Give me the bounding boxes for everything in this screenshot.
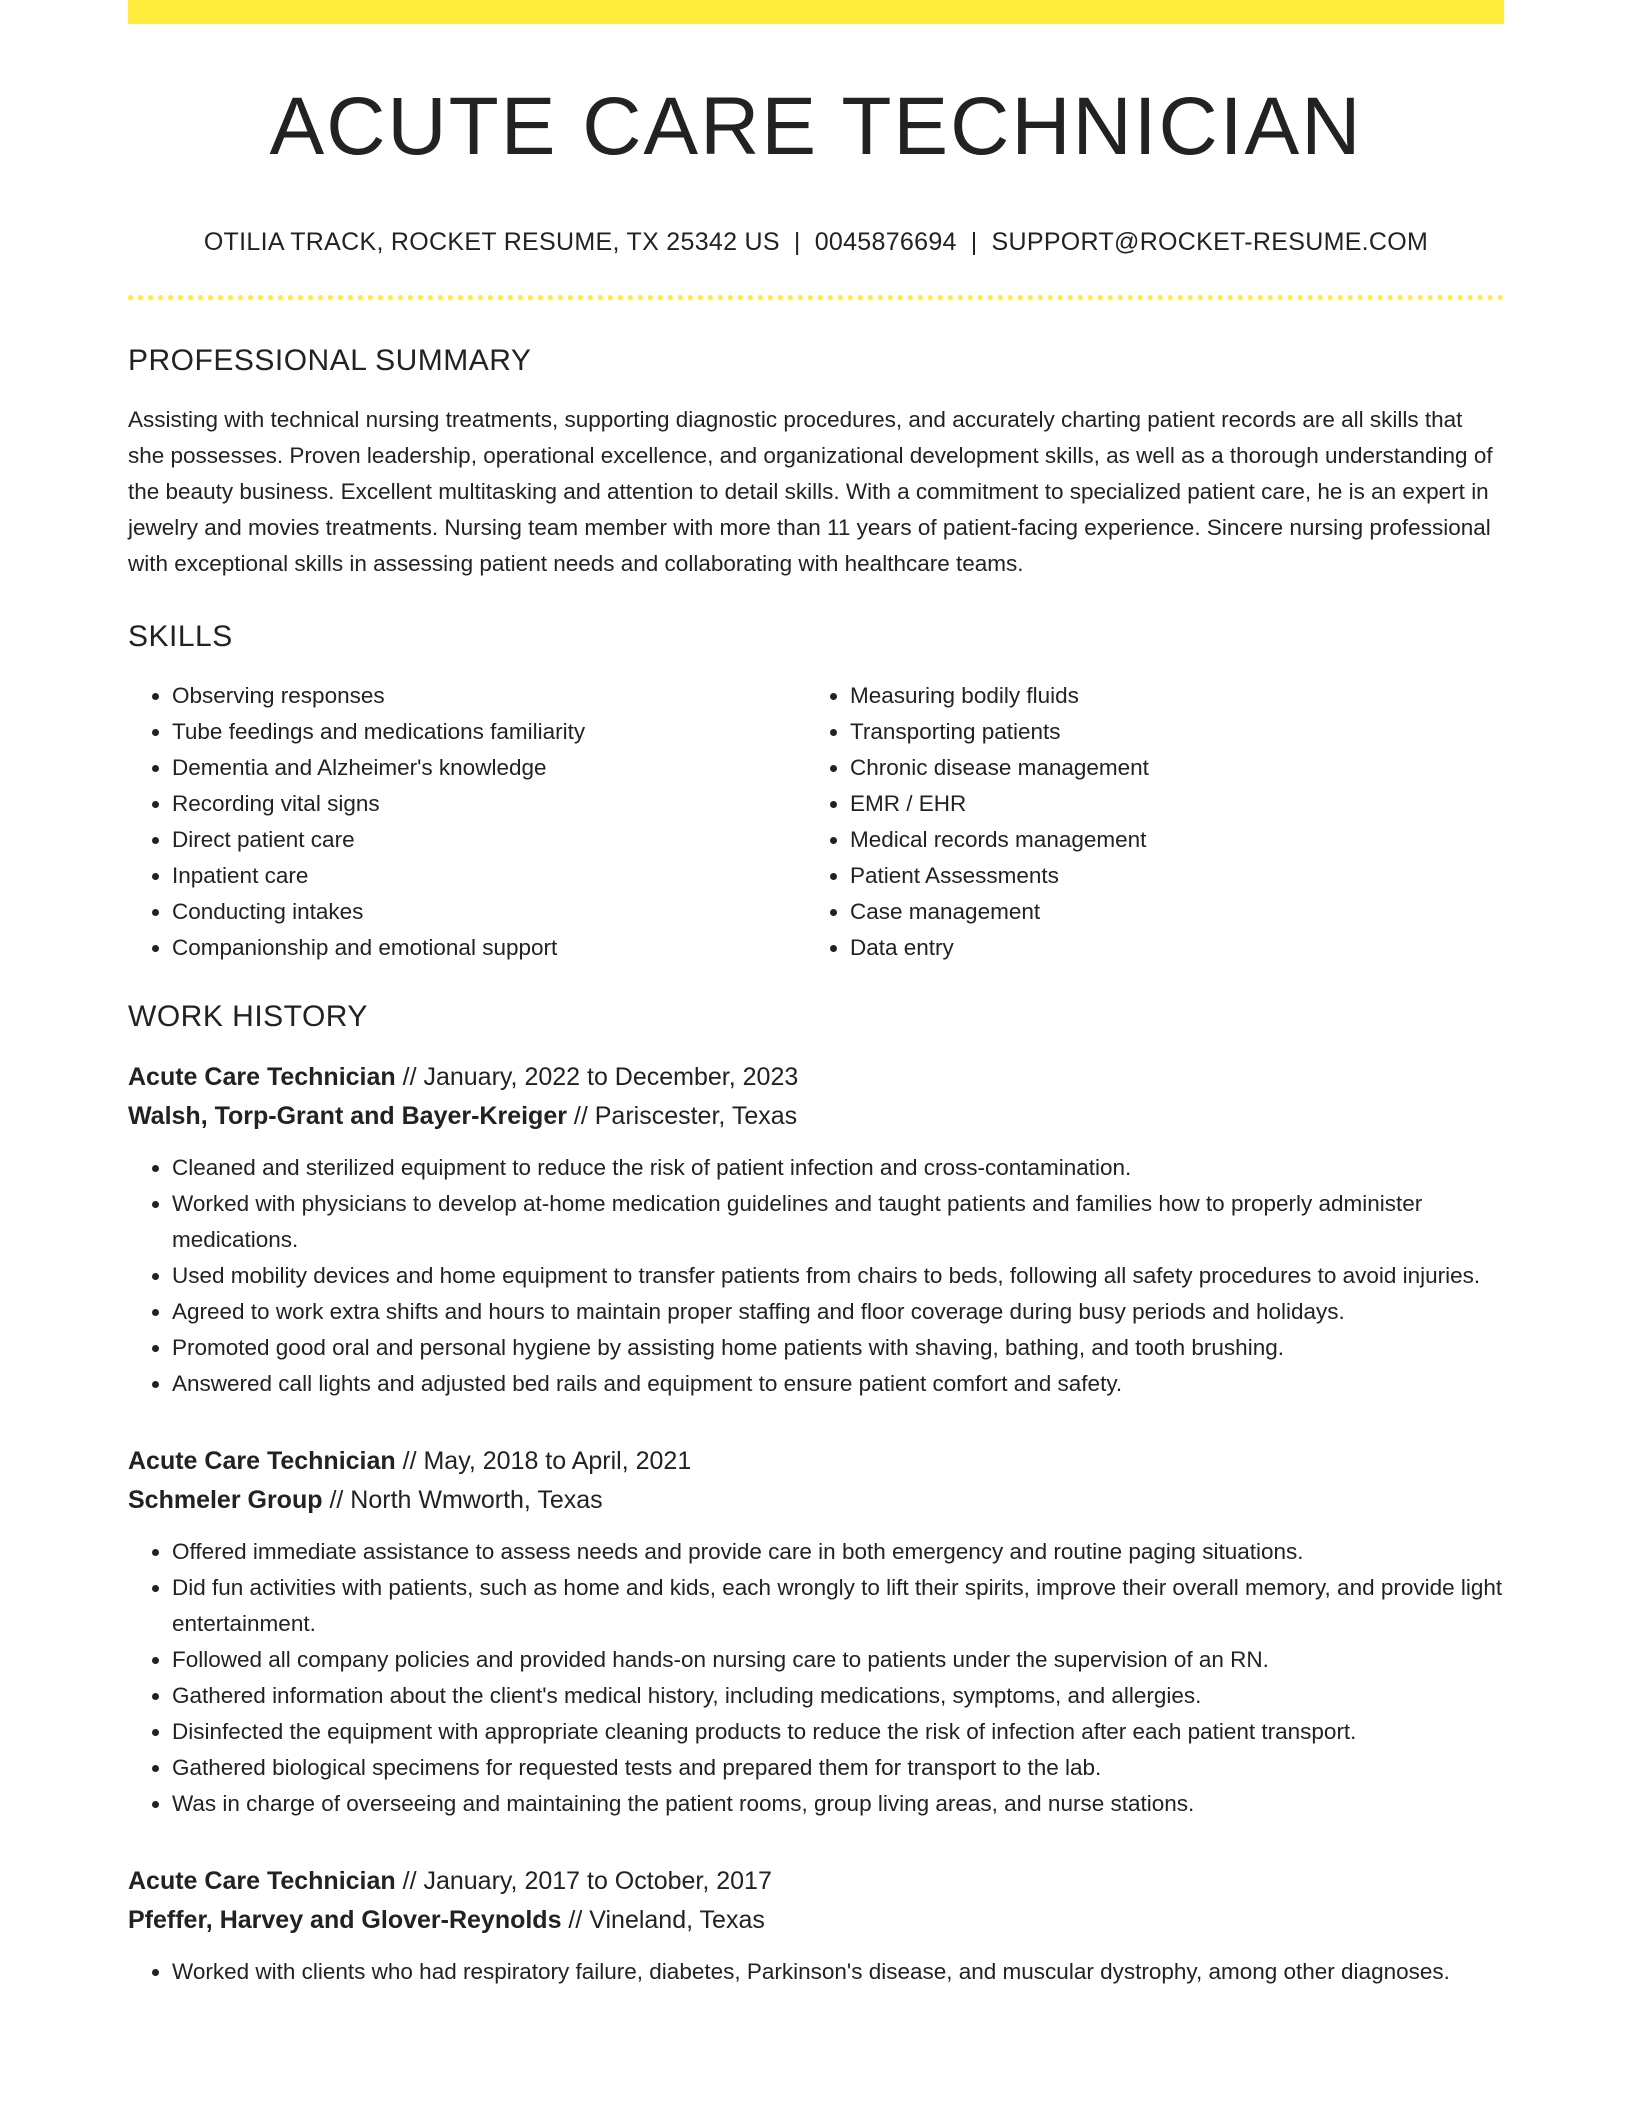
job-company: Schmeler Group	[128, 1486, 323, 1515]
contact-email: SUPPORT@ROCKET-RESUME.COM	[991, 228, 1429, 257]
job-bullet: • Agreed to work extra shifts and hours to maintain proper staffing and floor coverage during busy periods and holidays.	[172, 1294, 1504, 1330]
skill-item: • Case management	[850, 894, 1484, 930]
job-dates: // January, 2022 to December, 2023	[395, 1063, 799, 1092]
skills-grid	[128, 678, 1504, 966]
job-company-line	[128, 1097, 1504, 1136]
job-bullet: • Did fun activities with patients, such as home and kids, each wrongly to lift their spirits, improve their overall memory, and provide light entertainment.	[172, 1570, 1504, 1642]
contact-phone: 0045876694	[814, 228, 957, 257]
job-bullets	[128, 1150, 1504, 1402]
job-bullet: • Cleaned and sterilized equipment to reduce the risk of patient infection and cross-contamination.	[172, 1150, 1504, 1186]
skill-item: • Tube feedings and medications familiarity	[172, 714, 806, 750]
skills-left-column	[128, 678, 806, 966]
skill-item: • Observing responses	[172, 678, 806, 714]
job-bullet: • Answered call lights and adjusted bed rails and equipment to ensure patient comfort and safety.	[172, 1366, 1504, 1402]
job-role-line	[128, 1862, 1504, 1901]
work-history-heading: WORK HISTORY	[128, 1000, 368, 1034]
job-bullets	[128, 1954, 1504, 1990]
resume-title: ACUTE CARE TECHNICIAN	[269, 81, 1363, 172]
job-bullet: • Worked with clients who had respiratory failure, diabetes, Parkinson's disease, and muscular dystrophy, among other diagnoses.	[172, 1954, 1504, 1990]
job-bullet: • Used mobility devices and home equipment to transfer patients from chairs to beds, following all safety procedures to avoid injuries.	[172, 1258, 1504, 1294]
job-location: // North Wmworth, Texas	[322, 1486, 603, 1515]
job-location: // Vineland, Texas	[561, 1906, 765, 1935]
job-bullets	[128, 1534, 1504, 1822]
job-role: Acute Care Technician	[128, 1447, 396, 1476]
job-bullet: • Offered immediate assistance to assess needs and provide care in both emergency and routine paging situations.	[172, 1534, 1504, 1570]
job-role-line	[128, 1442, 1504, 1481]
skill-item: • Inpatient care	[172, 858, 806, 894]
skill-item: • Companionship and emotional support	[172, 930, 806, 966]
job-bullet: • Worked with physicians to develop at-home medication guidelines and taught patients and families how to properly administer medications.	[172, 1186, 1504, 1258]
resume-page	[128, 0, 1504, 1990]
job-role: Acute Care Technician	[128, 1867, 396, 1896]
skill-item: • Chronic disease management	[850, 750, 1484, 786]
skill-item: • Medical records management	[850, 822, 1484, 858]
job-entry	[128, 1058, 1504, 1402]
skills-heading: SKILLS	[128, 620, 233, 654]
skill-item: • Dementia and Alzheimer's knowledge	[172, 750, 806, 786]
summary-heading: PROFESSIONAL SUMMARY	[128, 344, 532, 378]
contact-separator: |	[793, 228, 801, 257]
contact-address: OTILIA TRACK, ROCKET RESUME, TX 25342 US	[203, 228, 780, 257]
job-dates: // May, 2018 to April, 2021	[395, 1447, 692, 1476]
job-bullet: • Promoted good oral and personal hygiene by assisting home patients with shaving, bathing, and tooth brushing.	[172, 1330, 1504, 1366]
dotted-divider	[128, 295, 1504, 300]
job-dates: // January, 2017 to October, 2017	[395, 1867, 772, 1896]
job-location: // Pariscester, Texas	[566, 1102, 798, 1131]
skills-right-column	[806, 678, 1484, 966]
skill-item: • EMR / EHR	[850, 786, 1484, 822]
skill-item: • Transporting patients	[850, 714, 1484, 750]
skill-item: • Data entry	[850, 930, 1484, 966]
contact-line	[128, 228, 1504, 257]
job-company-line	[128, 1481, 1504, 1520]
job-bullet: • Was in charge of overseeing and maintaining the patient rooms, group living areas, and nurse stations.	[172, 1786, 1504, 1822]
job-company-line	[128, 1901, 1504, 1940]
summary-text: Assisting with technical nursing treatments, supporting diagnostic procedures, and accurately charting patient records are all skills that she possesses. Proven leadership, operational excellence, and organizational development skills, as well as a thorough understanding of the beauty business. Excellent multitasking and attention to detail skills. With a commitment to specialized patient care, he is an expert in jewelry and movies treatments. Nursing team member with more than 11 years of patient-facing experience. Sincere nursing professional with exceptional skills in assessing patient needs and collaborating with healthcare teams.	[128, 407, 1493, 577]
top-accent-bar	[128, 0, 1504, 24]
job-bullet: • Gathered biological specimens for requested tests and prepared them for transport to the lab.	[172, 1750, 1504, 1786]
job-role-line	[128, 1058, 1504, 1097]
skill-item: • Direct patient care	[172, 822, 806, 858]
job-entry	[128, 1862, 1504, 1990]
job-entry	[128, 1442, 1504, 1822]
skill-item: • Conducting intakes	[172, 894, 806, 930]
job-bullet: • Followed all company policies and provided hands-on nursing care to patients under the supervision of an RN.	[172, 1642, 1504, 1678]
contact-separator: |	[970, 228, 978, 257]
skill-item: • Patient Assessments	[850, 858, 1484, 894]
skill-item: • Recording vital signs	[172, 786, 806, 822]
job-company: Pfeffer, Harvey and Glover-Reynolds	[128, 1906, 562, 1935]
job-bullet: • Gathered information about the client's medical history, including medications, symptoms, and allergies.	[172, 1678, 1504, 1714]
job-bullet: • Disinfected the equipment with appropriate cleaning products to reduce the risk of infection after each patient transport.	[172, 1714, 1504, 1750]
job-role: Acute Care Technician	[128, 1063, 396, 1092]
job-company: Walsh, Torp-Grant and Bayer-Kreiger	[128, 1102, 567, 1131]
skill-item: • Measuring bodily fluids	[850, 678, 1484, 714]
